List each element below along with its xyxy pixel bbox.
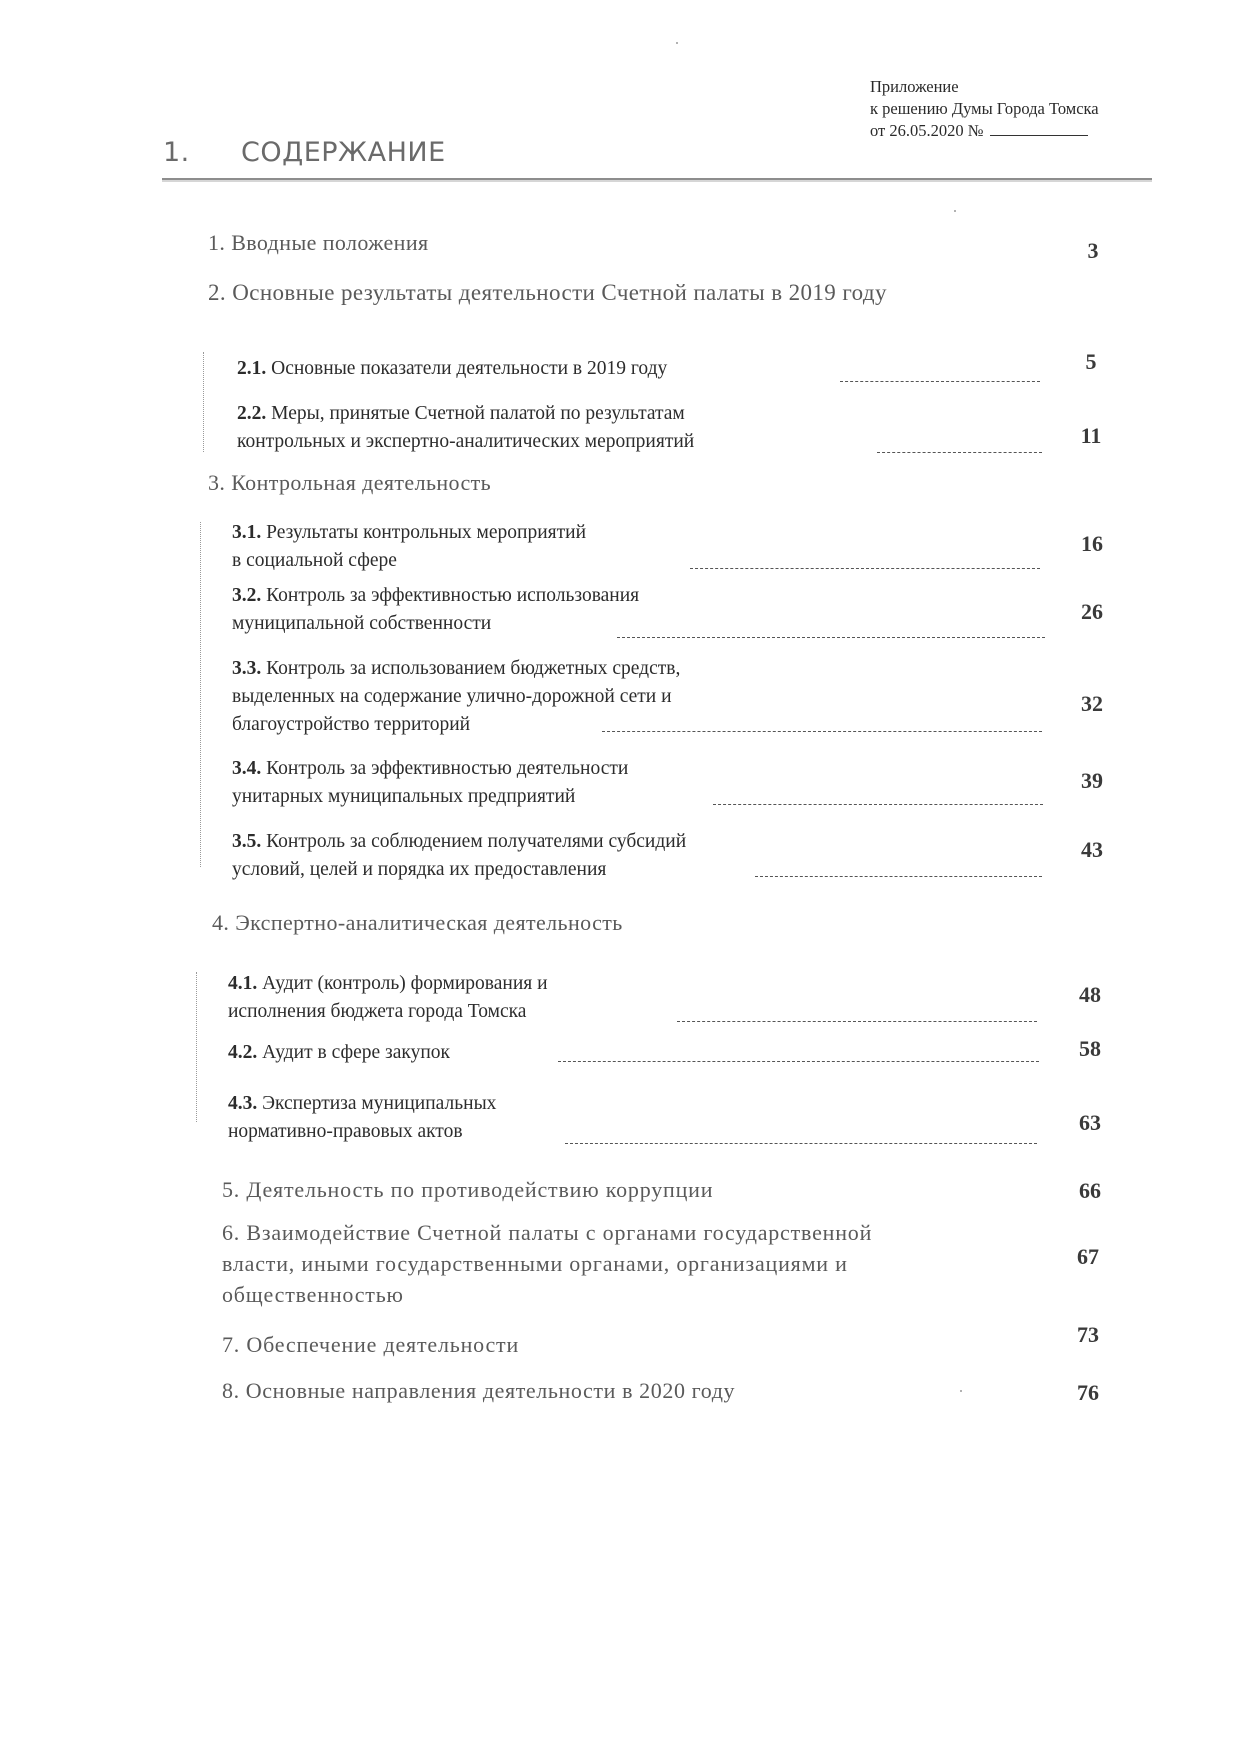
toc-item-line: условий, целей и порядка их предоставления	[232, 859, 607, 880]
toc-item-line: Контроль за соблюдением получателями субсидий	[266, 831, 687, 852]
toc-section-5[interactable]: 5. Деятельность по противодействию коррупции	[222, 1177, 714, 1202]
toc-item-4-2[interactable]	[228, 1039, 450, 1067]
margin-mark	[203, 352, 204, 452]
toc-item-line: муниципальной собственности	[232, 613, 492, 634]
toc-item-3-4[interactable]	[232, 755, 628, 811]
toc-item-2-2[interactable]	[237, 400, 694, 456]
toc-item-2-1[interactable]	[237, 355, 667, 383]
toc-page-4-3: 63	[1079, 1110, 1101, 1135]
leader-dashes	[690, 568, 1040, 569]
toc-item-line: контрольных и экспертно-аналитических мероприятий	[237, 431, 695, 452]
toc-section-1[interactable]: 1. Вводные положения	[208, 230, 429, 255]
appendix-line-3	[870, 120, 1099, 142]
toc-item-line: Меры, принятые Счетной палатой по результатам	[271, 403, 685, 424]
toc-item-number: 3.3.	[232, 658, 262, 679]
toc-page-3-4: 39	[1081, 768, 1103, 793]
toc-item-number: 3.5.	[232, 831, 262, 852]
toc-item-line: благоустройство территорий	[232, 714, 471, 735]
toc-section-8[interactable]: 8. Основные направления деятельности в 2020 году	[222, 1378, 736, 1403]
toc-section-4[interactable]: 4. Экспертно-аналитическая деятельность	[212, 910, 623, 935]
leader-dashes	[840, 381, 1040, 382]
leader-dashes	[755, 876, 1042, 877]
leader-dashes	[677, 1021, 1037, 1022]
toc-item-line: унитарных муниципальных предприятий	[232, 786, 576, 807]
toc-page-7: 73	[1077, 1322, 1099, 1347]
toc-page-2-1: 5	[1085, 349, 1097, 374]
toc-item-number: 3.1.	[232, 522, 262, 543]
leader-dashes	[565, 1143, 1037, 1144]
page-title-number: 1.	[163, 137, 190, 168]
toc-item-line: нормативно-правовых актов	[228, 1121, 463, 1142]
toc-item-number: 2.2.	[237, 403, 267, 424]
toc-section-6[interactable]	[222, 1217, 872, 1310]
toc-item-number: 4.3.	[228, 1093, 258, 1114]
toc-page-1: 3	[1087, 238, 1099, 263]
toc-item-4-3[interactable]	[228, 1090, 496, 1146]
toc-page-3-5: 43	[1081, 837, 1103, 862]
margin-mark	[200, 522, 201, 867]
toc-item-line: исполнения бюджета города Томска	[228, 1001, 527, 1022]
toc-item-line: Экспертиза муниципальных	[262, 1093, 497, 1114]
toc-section-7[interactable]: 7. Обеспечение деятельности	[222, 1332, 520, 1357]
leader-dashes	[713, 804, 1043, 805]
scan-speck	[954, 210, 956, 212]
toc-item-3-5[interactable]	[232, 828, 686, 884]
toc-section-line: общественностью	[222, 1282, 404, 1307]
leader-dashes	[617, 637, 1045, 638]
appendix-number-blank	[990, 121, 1088, 136]
leader-dashes	[558, 1061, 1039, 1062]
toc-item-line: Аудит в сфере закупок	[262, 1042, 451, 1063]
appendix-line-1: Приложение	[870, 77, 959, 96]
toc-item-3-3[interactable]	[232, 655, 680, 739]
toc-page-3-3: 32	[1081, 691, 1103, 716]
toc-item-line: Результаты контрольных мероприятий	[266, 522, 587, 543]
heading-divider	[162, 178, 1152, 180]
toc-item-4-1[interactable]	[228, 970, 548, 1026]
toc-section-2[interactable]: 2. Основные результаты деятельности Счетной палаты в 2019 году	[208, 280, 887, 305]
margin-mark	[196, 972, 197, 1122]
toc-page-5: 66	[1079, 1178, 1101, 1203]
toc-section-line: 6. Взаимодействие Счетной палаты с органами государственной	[222, 1220, 873, 1245]
toc-item-line: Контроль за эффективностью использования	[266, 585, 640, 606]
toc-page-3-1: 16	[1081, 531, 1103, 556]
toc-page-2-2: 11	[1080, 423, 1102, 448]
leader-dashes	[602, 731, 1042, 732]
toc-item-line: выделенных на содержание улично-дорожной сети и	[232, 686, 672, 707]
scan-speck	[676, 42, 678, 44]
toc-item-line: Основные показатели деятельности в 2019 году	[271, 358, 668, 379]
toc-item-3-2[interactable]	[232, 582, 639, 638]
toc-section-3[interactable]: 3. Контрольная деятельность	[208, 470, 492, 495]
appendix-note	[870, 76, 1099, 142]
toc-item-number: 4.1.	[228, 973, 258, 994]
toc-page-3-2: 26	[1081, 599, 1103, 624]
toc-page-4-2: 58	[1079, 1036, 1101, 1061]
toc-item-number: 4.2.	[228, 1042, 258, 1063]
toc-item-line: Аудит (контроль) формирования и	[262, 973, 548, 994]
toc-page-8: 76	[1077, 1380, 1099, 1405]
leader-dashes	[877, 452, 1042, 453]
page-title-text: СОДЕРЖАНИЕ	[241, 137, 446, 168]
toc-item-number: 2.1.	[237, 358, 267, 379]
toc-page-4-1: 48	[1079, 982, 1101, 1007]
page-title	[163, 137, 446, 168]
appendix-line-2: к решению Думы Города Томска	[870, 99, 1099, 118]
scan-speck	[960, 1390, 962, 1392]
toc-page-6: 67	[1077, 1244, 1099, 1269]
toc-item-3-1[interactable]	[232, 519, 586, 575]
appendix-date: от 26.05.2020 №	[870, 121, 984, 140]
toc-item-line: Контроль за использованием бюджетных средств,	[266, 658, 681, 679]
toc-item-number: 3.4.	[232, 758, 262, 779]
toc-item-line: в социальной сфере	[232, 550, 397, 571]
toc-item-line: Контроль за эффективностью деятельности	[266, 758, 629, 779]
toc-section-line: власти, иными государственными органами, организациями и	[222, 1251, 848, 1276]
toc-item-number: 3.2.	[232, 585, 262, 606]
